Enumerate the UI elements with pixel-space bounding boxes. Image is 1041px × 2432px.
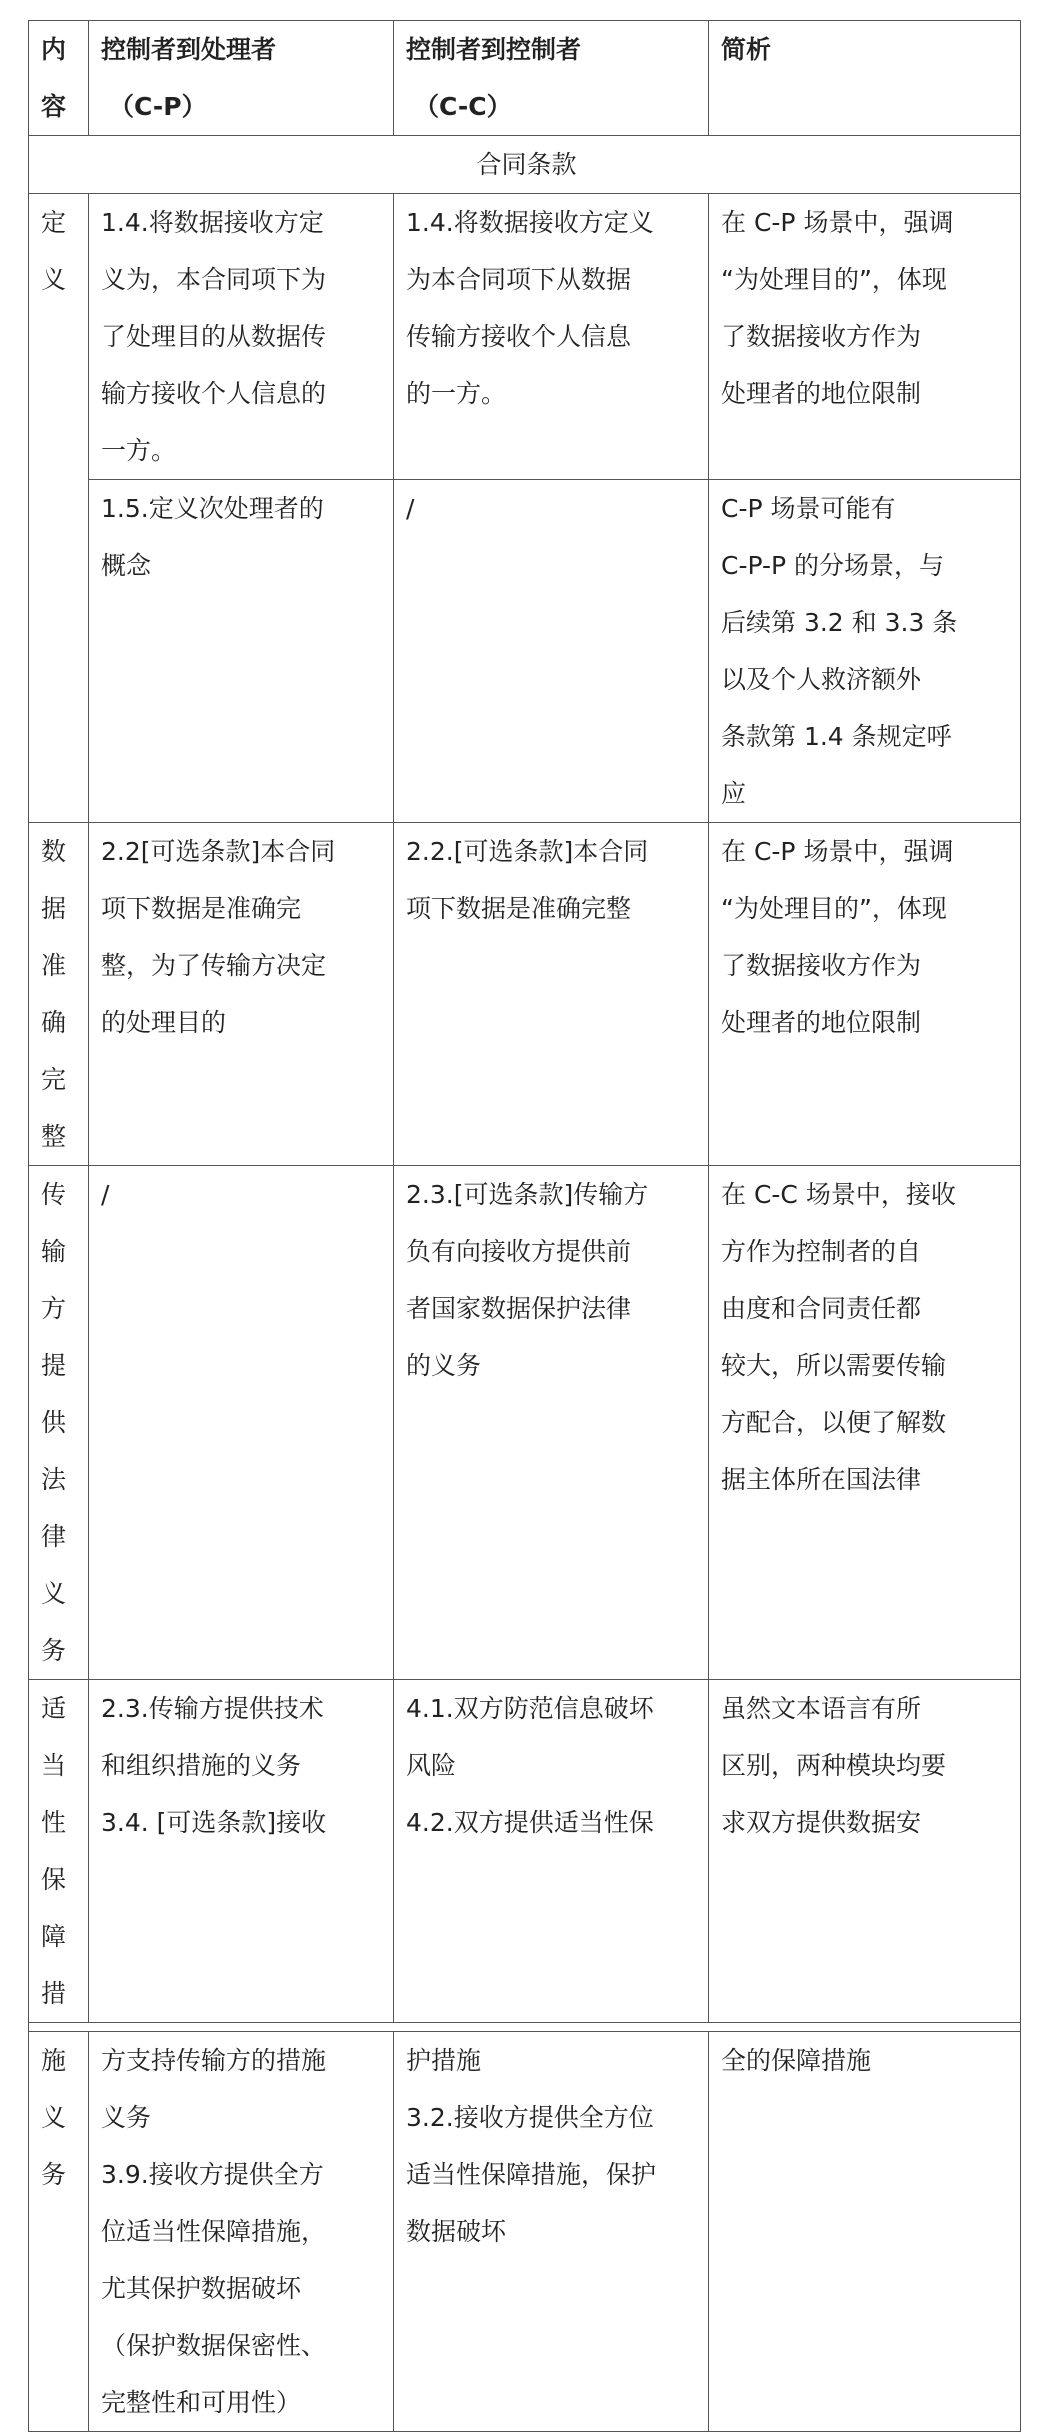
row-label-safeguards-cont bbox=[29, 2032, 89, 2432]
cell-text-line: 准 确 bbox=[41, 951, 67, 1037]
cell-cc bbox=[394, 1166, 709, 1680]
cell-text-line: 的义务 bbox=[406, 1351, 482, 1380]
cell-text-line: 处理者的地位限制 bbox=[721, 1008, 922, 1037]
cell-text-line: 在 C-P 场景中，强调 bbox=[721, 208, 954, 237]
cell-text-line: 义务 bbox=[101, 2103, 152, 2132]
cell-text-line: 义为，本合同项下为 bbox=[101, 265, 327, 294]
cell-note bbox=[709, 823, 1021, 1166]
section-row bbox=[29, 136, 1021, 194]
cell-text-line: 2.3.传输方提供技术 bbox=[101, 1694, 324, 1723]
cell-text-line: 项下数据是准确完 bbox=[101, 894, 302, 923]
cell-text-line: 律 义 bbox=[41, 1522, 67, 1608]
cell-text-line: 4.1.双方防范信息破坏 bbox=[406, 1694, 654, 1723]
row-label-safeguards bbox=[29, 1680, 89, 2023]
table-row bbox=[29, 1166, 1021, 1680]
header-c-p: 控制者到处理者 （C-P） bbox=[89, 21, 394, 136]
cell-text-line: （保护数据保密性、 bbox=[101, 2331, 327, 2360]
cell-text-line: 完整 bbox=[41, 1065, 67, 1151]
cell-text-line: 1.5.定义次处理者的 bbox=[101, 494, 324, 523]
page-break-gap bbox=[29, 2023, 1021, 2032]
page-break-spacer bbox=[29, 2023, 1021, 2032]
cell-text-line: 方配合，以便了解数 bbox=[721, 1408, 947, 1437]
cell-text-line: 据主体所在国法律 bbox=[721, 1465, 922, 1494]
cell-text-line: 全的保障措施 bbox=[721, 2046, 872, 2075]
cell-text-line: 方支持传输方的措施 bbox=[101, 2046, 327, 2075]
cell-cc bbox=[394, 1680, 709, 2023]
header-c-c: 控制者到控制者 （C-C） bbox=[394, 21, 709, 136]
cell-text-line: 护措施 bbox=[406, 2046, 482, 2075]
cell-note bbox=[709, 480, 1021, 823]
cell-text-line: 适当性保障措施，保护 bbox=[406, 2160, 657, 2189]
cell-text-line: / bbox=[101, 1180, 110, 1209]
cell-text-line: 较大，所以需要传输 bbox=[721, 1351, 947, 1380]
cell-text-line: 一方。 bbox=[101, 436, 177, 465]
cell-text-line: 传 输 bbox=[41, 1180, 67, 1266]
cell-text-line: / bbox=[406, 494, 415, 523]
row-label-accuracy bbox=[29, 823, 89, 1166]
cell-text-line: 位适当性保障措施， bbox=[101, 2217, 327, 2246]
cell-text-line: 者国家数据保护法律 bbox=[406, 1294, 632, 1323]
cell-text-line: 施 义 bbox=[41, 2046, 67, 2132]
table-row bbox=[29, 2032, 1021, 2432]
cell-text-line: 的一方。 bbox=[406, 379, 507, 408]
section-title: 合同条款 bbox=[29, 136, 1021, 194]
cell-text-line: 数 据 bbox=[41, 837, 67, 923]
cell-text-line: 完整性和可用性） bbox=[101, 2388, 302, 2417]
table-row bbox=[29, 194, 1021, 480]
cell-cc bbox=[394, 823, 709, 1166]
cell-text-line: 传输方接收个人信息 bbox=[406, 322, 632, 351]
cell-text-line: 应 bbox=[721, 779, 747, 808]
cell-text-line: 性 保 bbox=[41, 1808, 67, 1894]
cell-text-line: 风险 bbox=[406, 1751, 457, 1780]
header-content: 内容 bbox=[29, 21, 89, 136]
cell-text-line: 了数据接收方作为 bbox=[721, 951, 922, 980]
cell-text-line: 3.2.接收方提供全方位 bbox=[406, 2103, 654, 2132]
cell-note bbox=[709, 2032, 1021, 2432]
cell-text-line: 处理者的地位限制 bbox=[721, 379, 922, 408]
cell-text-line: 1.4.将数据接收方定义 bbox=[406, 208, 654, 237]
document-page bbox=[28, 20, 1020, 2432]
table-row bbox=[29, 1680, 1021, 2023]
cell-cc bbox=[394, 480, 709, 823]
cell-cp bbox=[89, 1680, 394, 2023]
cell-text-line: 以及个人救济额外 bbox=[721, 665, 922, 694]
cell-text-line: 1.4.将数据接收方定 bbox=[101, 208, 324, 237]
cell-text-line: “为处理目的”，体现 bbox=[721, 894, 947, 923]
cell-text-line: 在 C-C 场景中，接收 bbox=[721, 1180, 956, 1209]
cell-text-line: 项下数据是准确完整 bbox=[406, 894, 632, 923]
cell-text-line: 方作为控制者的自 bbox=[721, 1237, 922, 1266]
cell-text-line: 为本合同项下从数据 bbox=[406, 265, 632, 294]
cell-text-line: 了处理目的从数据传 bbox=[101, 322, 327, 351]
cell-note bbox=[709, 1680, 1021, 2023]
cell-cp bbox=[89, 2032, 394, 2432]
cell-text-line: 务 bbox=[41, 2160, 67, 2189]
cell-text-line: 和组织措施的义务 bbox=[101, 1751, 302, 1780]
cell-text-line: 了数据接收方作为 bbox=[721, 322, 922, 351]
cell-text-line: 在 C-P 场景中，强调 bbox=[721, 837, 954, 866]
cell-text-line: 方 提 bbox=[41, 1294, 67, 1380]
table-row bbox=[29, 480, 1021, 823]
cell-text-line: 由度和合同责任都 bbox=[721, 1294, 922, 1323]
cell-text-line: C-P 场景可能有 bbox=[721, 494, 896, 523]
cell-text-line: 2.2.[可选条款]本合同 bbox=[406, 837, 649, 866]
row-label-definition: 定义 bbox=[29, 194, 89, 823]
cell-cc bbox=[394, 194, 709, 480]
table-row bbox=[29, 823, 1021, 1166]
cell-text-line: 务 bbox=[41, 1636, 67, 1665]
cell-text-line: 条款第 1.4 条规定呼 bbox=[721, 722, 952, 751]
cell-text-line: 后续第 3.2 和 3.3 条 bbox=[721, 608, 958, 637]
cell-cp bbox=[89, 1166, 394, 1680]
cell-text-line: 供 法 bbox=[41, 1408, 67, 1494]
cell-text-line: 3.4. [可选条款]接收 bbox=[101, 1808, 327, 1837]
cell-cp bbox=[89, 480, 394, 823]
cell-text-line: 负有向接收方提供前 bbox=[406, 1237, 632, 1266]
cell-text-line: 2.2[可选条款]本合同 bbox=[101, 837, 336, 866]
cell-cp bbox=[89, 194, 394, 480]
cell-text-line: 4.2.双方提供适当性保 bbox=[406, 1808, 654, 1837]
cell-note bbox=[709, 194, 1021, 480]
cell-text-line: 概念 bbox=[101, 551, 152, 580]
cell-text-line: 障 措 bbox=[41, 1922, 67, 2008]
cell-text-line: 求双方提供数据安 bbox=[721, 1808, 922, 1837]
row-label-legal-duty bbox=[29, 1166, 89, 1680]
table-header-row bbox=[29, 21, 1021, 136]
comparison-table bbox=[28, 20, 1021, 2432]
cell-text-line: C-P-P 的分场景，与 bbox=[721, 551, 945, 580]
cell-text-line: 的处理目的 bbox=[101, 1008, 227, 1037]
cell-text-line: 数据破坏 bbox=[406, 2217, 507, 2246]
cell-text-line: 整，为了传输方决定 bbox=[101, 951, 327, 980]
cell-text-line: 虽然文本语言有所 bbox=[721, 1694, 922, 1723]
cell-cc bbox=[394, 2032, 709, 2432]
cell-note bbox=[709, 1166, 1021, 1680]
cell-text-line: 输方接收个人信息的 bbox=[101, 379, 327, 408]
cell-text-line: 3.9.接收方提供全方 bbox=[101, 2160, 324, 2189]
cell-text-line: “为处理目的”，体现 bbox=[721, 265, 947, 294]
cell-text-line: 尤其保护数据破坏 bbox=[101, 2274, 302, 2303]
cell-text-line: 区别，两种模块均要 bbox=[721, 1751, 947, 1780]
header-analysis: 简析 bbox=[709, 21, 1021, 136]
cell-text-line: 适 当 bbox=[41, 1694, 67, 1780]
cell-text-line: 2.3.[可选条款]传输方 bbox=[406, 1180, 649, 1209]
cell-cp bbox=[89, 823, 394, 1166]
